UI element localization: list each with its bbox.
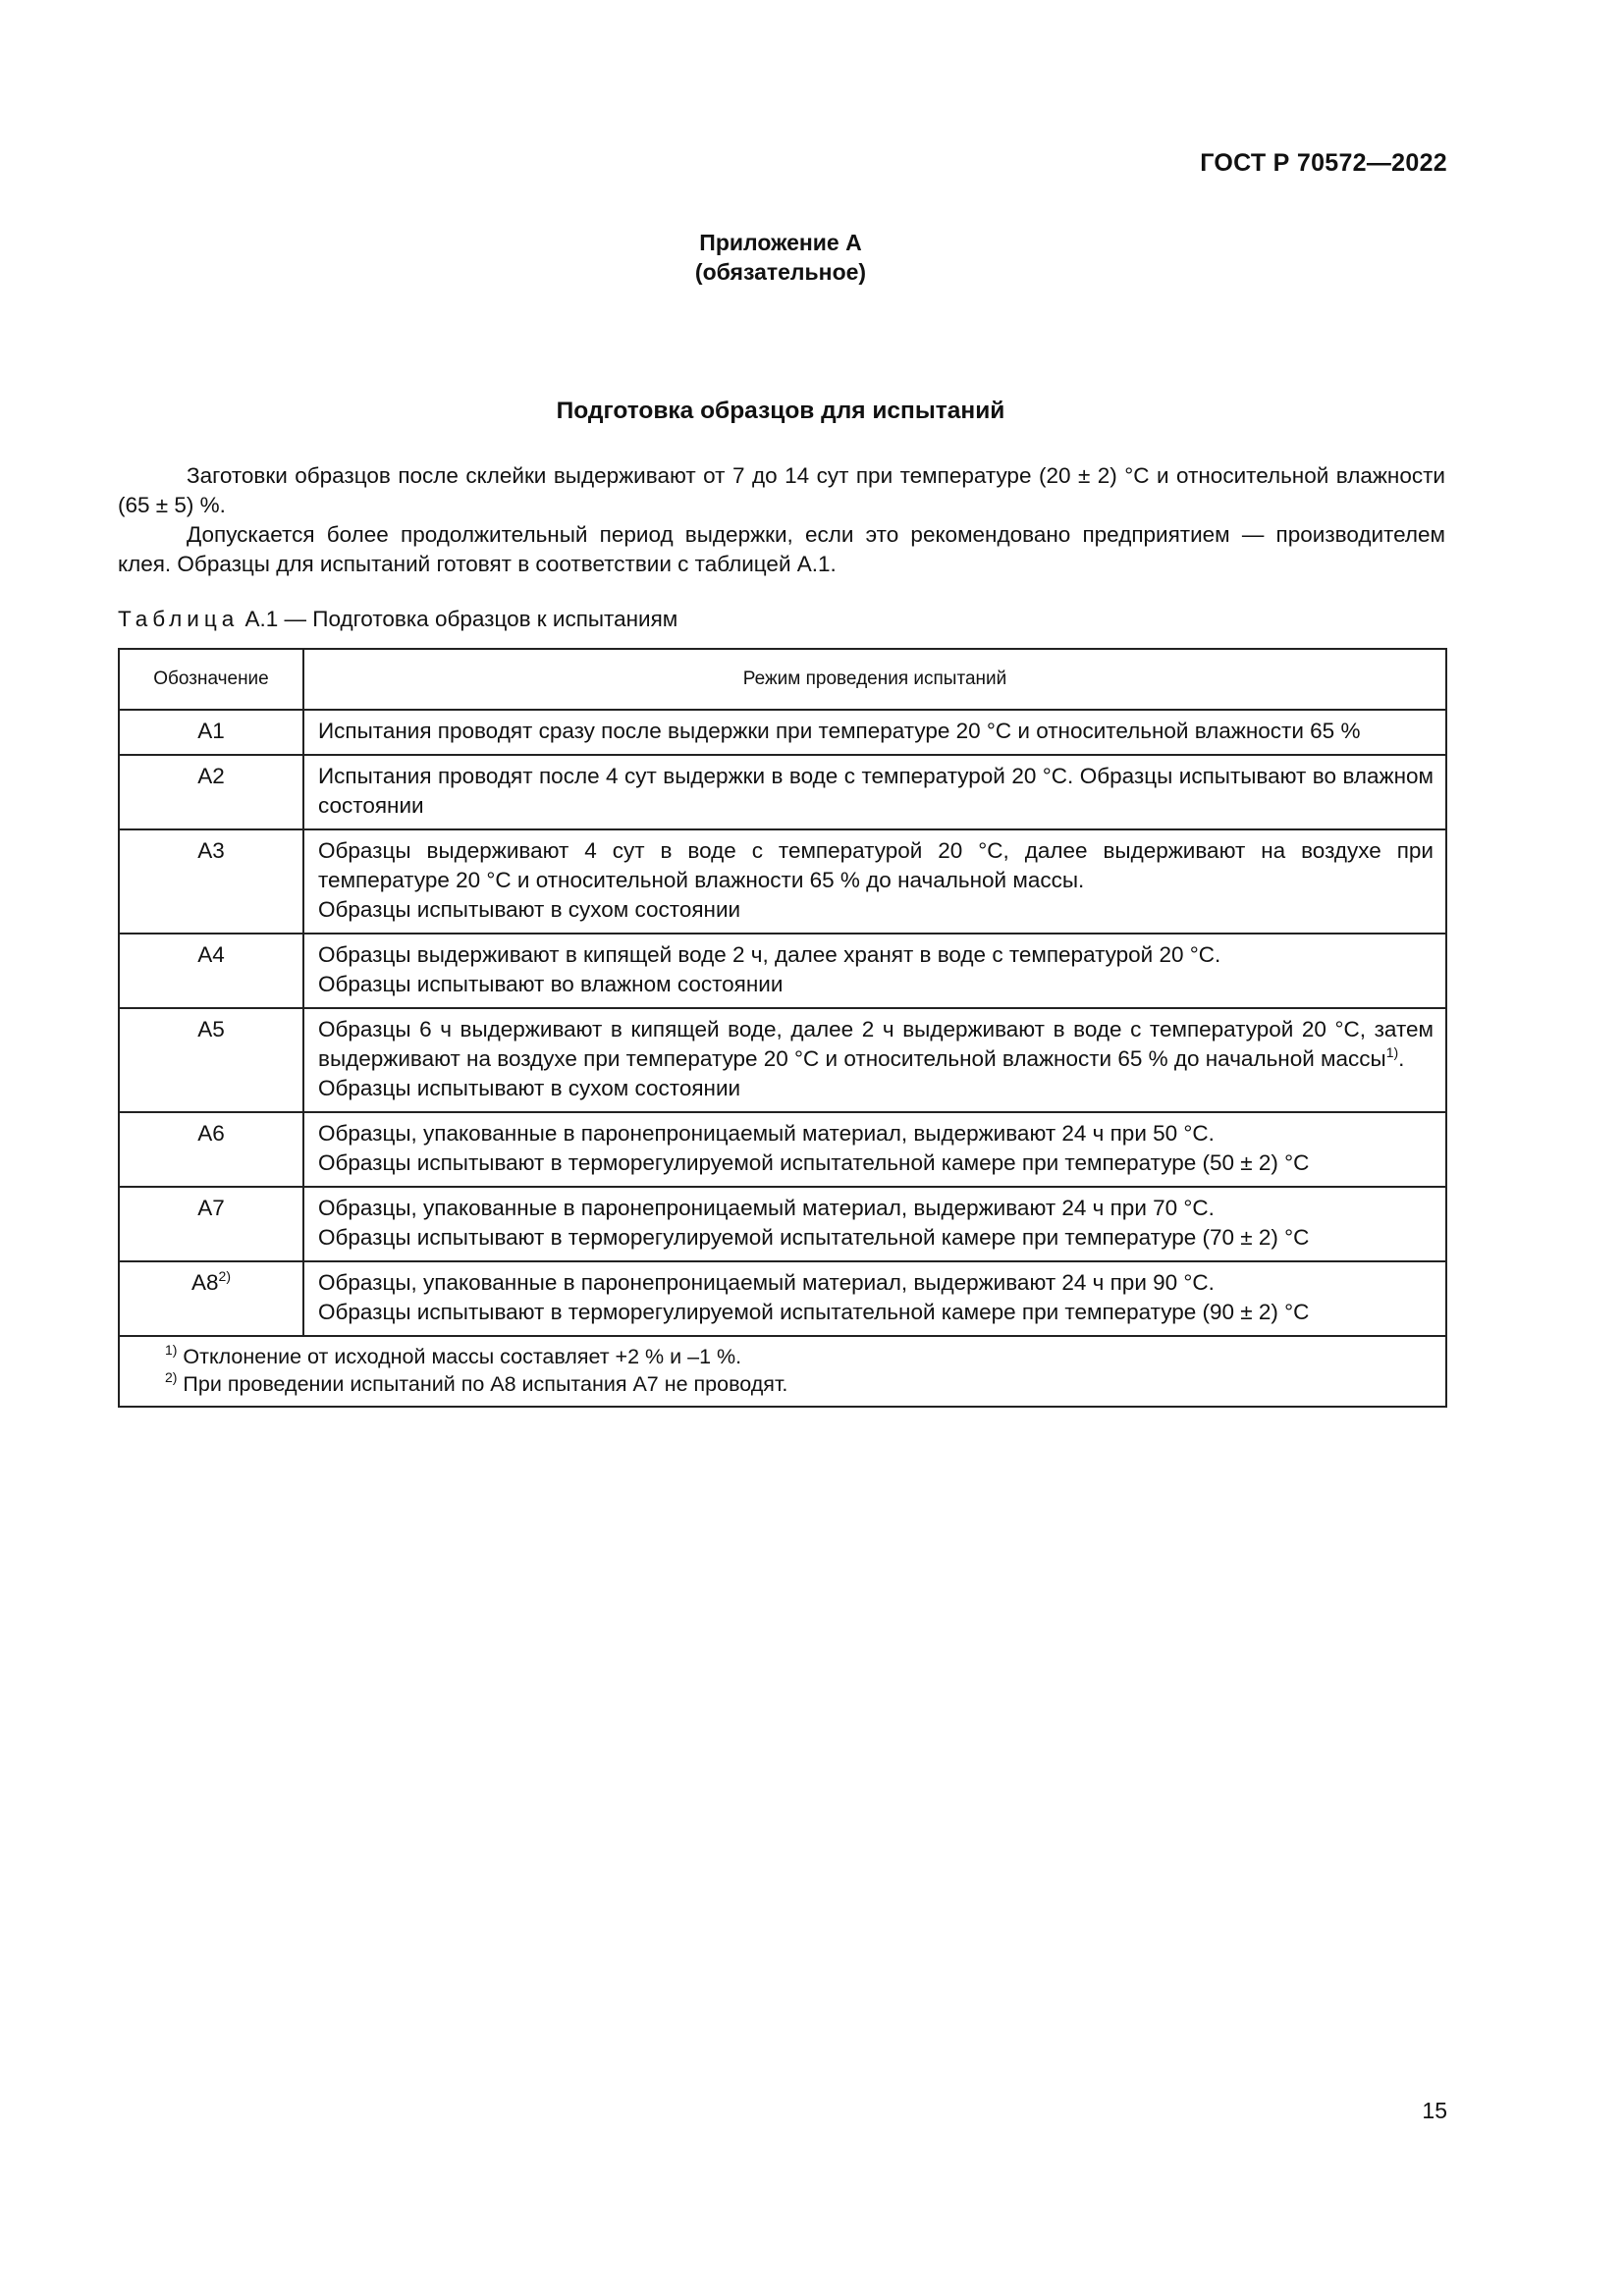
table-row [119, 1261, 1446, 1336]
row-mode: Образцы, упакованные в паронепроницаемый материал, выдерживают 24 ч при 70 °С. Образцы испытывают в терморегулируемой испытательной камере при температуре (70 ± 2) °С [303, 1187, 1446, 1261]
footnote-2: $^{2)}$ При проведении испытаний по А8 испытания А7 не проводят. [165, 1369, 788, 1396]
table-caption-text: А.1 — Подготовка образцов к испытаниям [244, 607, 678, 631]
header-mode: Режим проведения испытаний [303, 649, 1446, 710]
paragraph-2: Допускается более продолжительный период выдержки, если это рекомендовано предприятием — производителем клея. Образцы для испытаний готовят в соответствии с таблицей А.1. [118, 522, 1445, 576]
footnote-1: $^{1)}$ Отклонение от исходной массы составляет +2 % и –1 %. [165, 1342, 742, 1368]
header-code: Обозначение [119, 649, 303, 710]
row-code: А1 [119, 710, 303, 755]
table-row [119, 1008, 1446, 1112]
section-title: Подготовка образцов для испытаний [556, 398, 1005, 424]
table-caption-label: Таблица [118, 607, 240, 631]
row-code: А7 [119, 1187, 303, 1261]
table-caption [118, 607, 677, 632]
table-footnotes [119, 1336, 1446, 1407]
row-mode: Образцы выдерживают 4 сут в воде с температурой 20 °С, далее выдерживают на воздухе при температуре 20 °С и относительной влажности 65 % до начальной массы. Образцы испытывают в сухом состоянии [303, 829, 1446, 934]
row-mode: Образцы, упакованные в паронепроницаемый материал, выдерживают 24 ч при 90 °С. Образцы испытывают в терморегулируемой испытательной камере при температуре (90 ± 2) °С [303, 1261, 1446, 1336]
document-code: ГОСТ Р 70572—2022 [1200, 149, 1447, 177]
row-mode: Испытания проводят после 4 сут выдержки в воде с температурой 20 °С. Образцы испытывают во влажном состоянии [303, 755, 1446, 829]
paragraph-1: Заготовки образцов после склейки выдерживают от 7 до 14 сут при температуре (20 ± 2) °С и относительной влажности (65 ± 5) %. [118, 463, 1445, 517]
row-code: А6 [119, 1112, 303, 1187]
page-number: 15 [1422, 2098, 1447, 2123]
table-header-row [119, 649, 1446, 710]
table-row [119, 710, 1446, 755]
footnote-ref: 1) [1385, 1044, 1399, 1060]
sample-preparation-table [118, 648, 1447, 1408]
row-code: А2 [119, 755, 303, 829]
row-code: А5 [119, 1008, 303, 1112]
row-mode: Образцы 6 ч выдерживают в кипящей воде, далее 2 ч выдерживают в воде с температурой 20 °С, затем выдерживают на воздухе при температуре 20 °С и относительной влажности 65 % до начальной массы$^{1)}$. Образцы испытывают в сухом состоянии [303, 1008, 1446, 1112]
row-code: А3 [119, 829, 303, 934]
row-mode: Испытания проводят сразу после выдержки при температуре 20 °С и относительной влажности 65 % [303, 710, 1446, 755]
row-code: А8$^{2)}$ [119, 1261, 303, 1336]
appendix-status: (обязательное) [694, 259, 867, 285]
appendix-heading [0, 228, 1561, 287]
body-text [118, 461, 1445, 579]
table-row [119, 1187, 1446, 1261]
row-code: А4 [119, 934, 303, 1008]
footnote-ref: 2) [218, 1268, 231, 1284]
table-row [119, 934, 1446, 1008]
row-mode: Образцы, упакованные в паронепроницаемый материал, выдерживают 24 ч при 50 °С. Образцы испытывают в терморегулируемой испытательной камере при температуре (50 ± 2) °С [303, 1112, 1446, 1187]
appendix-title: Приложение А [699, 230, 862, 255]
row-mode: Образцы выдерживают в кипящей воде 2 ч, далее хранят в воде с температурой 20 °С. Образцы испытывают во влажном состоянии [303, 934, 1446, 1008]
table-footnotes-row [119, 1336, 1446, 1407]
table-row [119, 755, 1446, 829]
table-row [119, 829, 1446, 934]
table-row [119, 1112, 1446, 1187]
